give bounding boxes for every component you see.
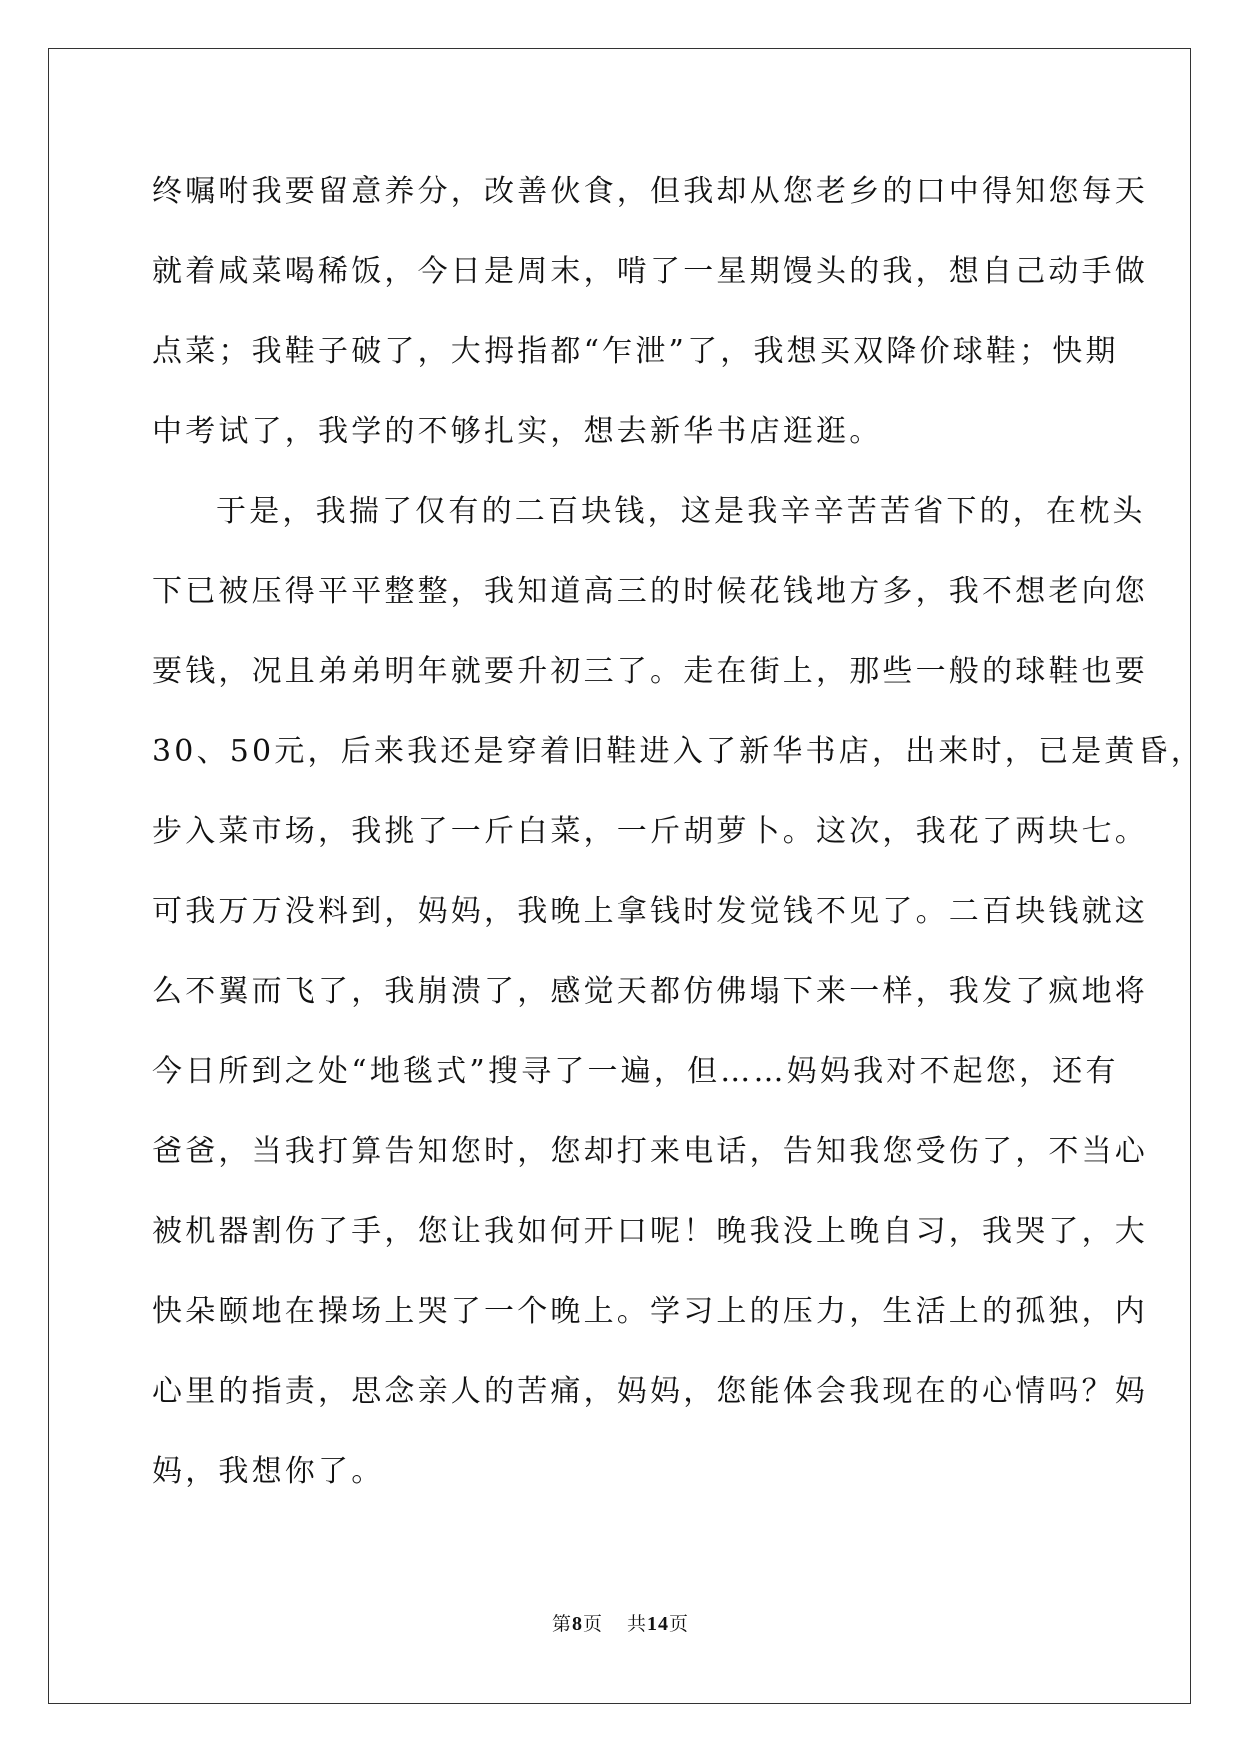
text-line: 快朵颐地在操场上哭了一个晚上。学习上的压力，生活上的孤独，内 — [152, 1294, 1148, 1329]
page-suffix: 页 — [582, 1613, 603, 1635]
text-line: 爸爸，当我打算告知您时，您却打来电话，告知我您受伤了，不当心 — [152, 1134, 1148, 1169]
text-line: 心里的指责，思念亲人的苦痛，妈妈，您能体会我现在的心情吗？妈 — [152, 1374, 1148, 1409]
text-line: 今日所到之处“地毯式”搜寻了一遍，但……妈妈我对不起您，还有 — [152, 1054, 1119, 1089]
text-line: 终嘱咐我要留意养分，改善伙食，但我却从您老乡的口中得知您每天 — [152, 174, 1148, 209]
text-line: 30、50元，后来我还是穿着旧鞋进入了新华书店，出来时，已是黄昏， — [152, 734, 1204, 769]
text-line: 要钱，况且弟弟明年就要升初三了。走在街上，那些一般的球鞋也要 — [152, 654, 1148, 689]
page-number: 8 — [571, 1613, 583, 1635]
total-prefix: 共 — [627, 1613, 648, 1635]
text-line: 被机器割伤了手，您让我如何开口呢！晚我没上晚自习，我哭了，大 — [152, 1214, 1148, 1249]
total-pages: 14 — [647, 1613, 670, 1635]
text-line: 点菜；我鞋子破了，大拇指都“乍泄”了，我想买双降价球鞋；快期 — [152, 334, 1119, 369]
text-line: 么不翼而飞了，我崩溃了，感觉天都仿佛塌下来一样，我发了疯地将 — [152, 974, 1148, 1009]
page-prefix: 第 — [551, 1613, 572, 1635]
text-line: 中考试了，我学的不够扎实，想去新华书店逛逛。 — [152, 414, 883, 449]
text-line: 下已被压得平平整整，我知道高三的时候花钱地方多，我不想老向您 — [152, 574, 1148, 609]
page-footer — [0, 1612, 1241, 1636]
text-line: 妈，我想你了。 — [152, 1454, 385, 1489]
text-line-paragraph-start: 于是，我揣了仅有的二百块钱，这是我辛辛苦苦省下的，在枕头 — [216, 494, 1146, 529]
text-line: 可我万万没料到，妈妈，我晚上拿钱时发觉钱不见了。二百块钱就这 — [152, 894, 1148, 929]
body-text — [152, 164, 1204, 1524]
total-suffix: 页 — [669, 1613, 690, 1635]
text-line: 就着咸菜喝稀饭，今日是周末，啃了一星期馒头的我，想自己动手做 — [152, 254, 1148, 289]
text-line: 步入菜市场，我挑了一斤白菜，一斤胡萝卜。这次，我花了两块七。 — [152, 814, 1148, 849]
